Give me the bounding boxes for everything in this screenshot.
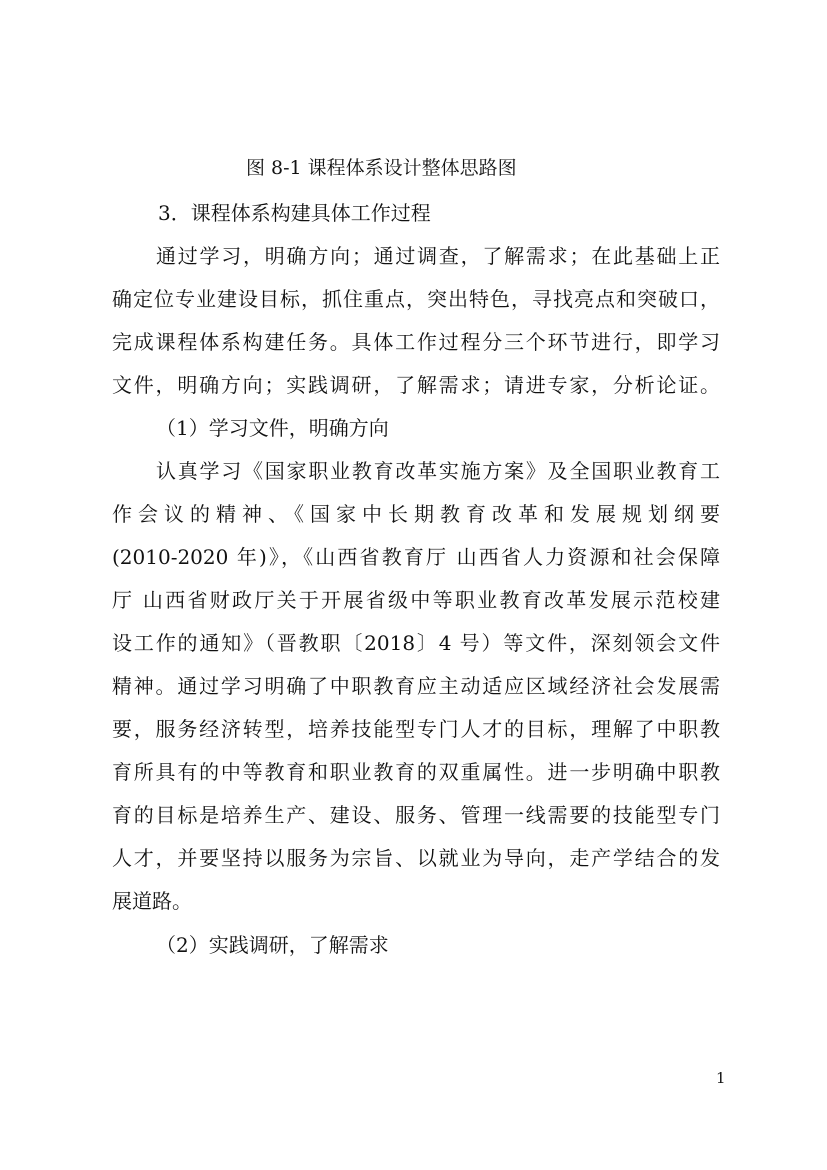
subheading: （1）学习文件，明确方向	[156, 416, 389, 440]
paragraph-line: 育所具有的中等教育和职业教育的双重属性。进一步明确中职教	[112, 760, 720, 784]
section-heading: 3．课程体系构建具体工作过程	[158, 201, 431, 225]
page-number: 1	[716, 1069, 726, 1087]
paragraph-line: 确定位专业建设目标，抓住重点，突出特色，寻找亮点和突破口，	[112, 287, 720, 311]
paragraph-line: 展道路。	[112, 889, 192, 913]
figure-caption: 图 8-1 课程体系设计整体思路图	[246, 157, 517, 179]
paragraph-line: 完成课程体系构建任务。具体工作过程分三个环节进行，即学习	[112, 330, 720, 354]
paragraph-line: 认真学习《国家职业教育改革实施方案》及全国职业教育工	[156, 459, 720, 483]
paragraph-line: 设工作的通知》（晋教职〔2018〕4 号）等文件，深刻领会文件	[112, 631, 720, 655]
paragraph-line: (2010-2020 年)》，《山西省教育厅 山西省人力资源和社会保障	[112, 545, 720, 569]
paragraph-line: 文件，明确方向；实践调研，了解需求；请进专家，分析论证。	[112, 373, 720, 397]
paragraph-line: 精神。通过学习明确了中职教育应主动适应区域经济社会发展需	[112, 674, 720, 698]
paragraph-line: 育的目标是培养生产、建设、服务、管理一线需要的技能型专门	[112, 803, 720, 827]
paragraph-line: 厅 山西省财政厅关于开展省级中等职业教育改革发展示范校建	[112, 588, 720, 612]
paragraph-line: 要，服务经济转型，培养技能型专门人才的目标，理解了中职教	[112, 717, 720, 741]
paragraph-line: 作会议的精神、《国家中长期教育改革和发展规划纲要	[112, 502, 720, 526]
paragraph-line: 人才，并要坚持以服务为宗旨、以就业为导向，走产学结合的发	[112, 846, 720, 870]
paragraph-line: 通过学习，明确方向；通过调查，了解需求；在此基础上正	[156, 244, 720, 268]
subheading: （2）实践调研，了解需求	[156, 933, 389, 957]
